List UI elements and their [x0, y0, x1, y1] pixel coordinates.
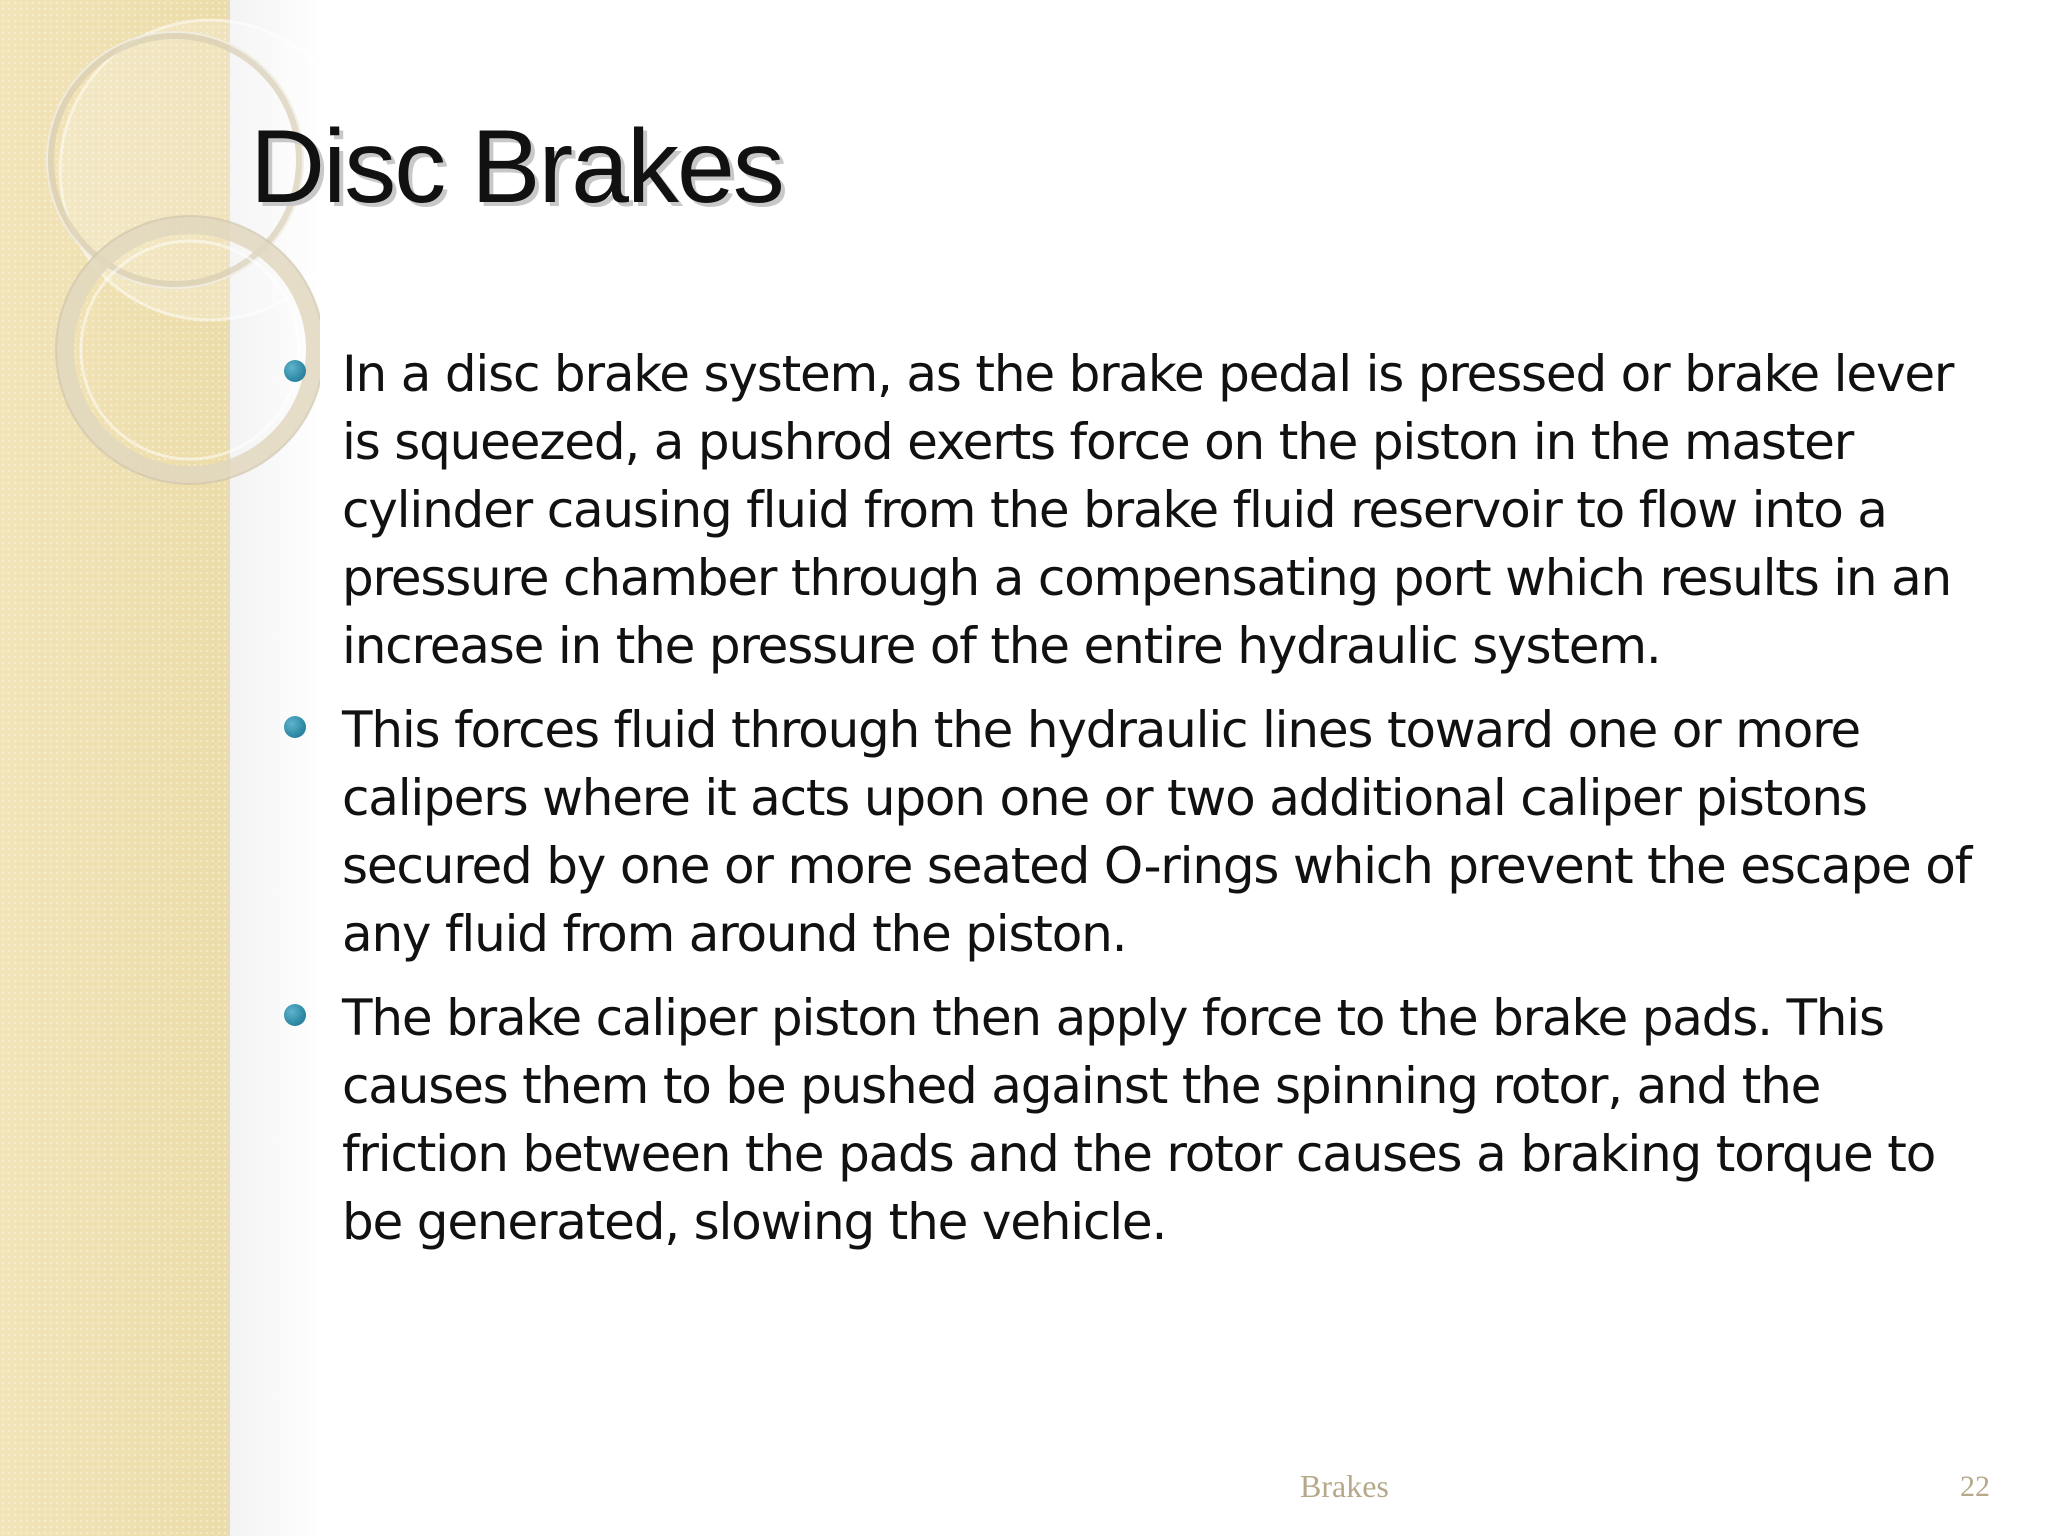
bullet-dot-icon — [284, 716, 306, 738]
decorative-rings — [0, 0, 320, 520]
page-number: 22 — [1960, 1470, 1990, 1503]
bullet-item — [280, 340, 1980, 680]
bullet-item — [280, 984, 1980, 1256]
slide-title: Disc Brakes — [250, 109, 783, 225]
bullet-item — [280, 696, 1980, 968]
bullet-dot-icon — [284, 1004, 306, 1026]
bullet-text: In a disc brake system, as the brake pedal is pressed or brake lever is squeezed, a pushrod exerts force on the piston in the master cylinder causing fluid from the brake fluid reservoir to flow into a pressure chamber through a compensating port which results in an increase in the pressure of the entire hydraulic system. — [342, 345, 1954, 675]
bullet-dot-icon — [284, 360, 306, 382]
bullet-list — [280, 340, 1980, 1272]
footer-label: Brakes — [1300, 1468, 1389, 1504]
bullet-text: The brake caliper piston then apply force to the brake pads. This causes them to be pushed against the spinning rotor, and the friction between the pads and the rotor causes a braking torque to be generated, slowing the vehicle. — [342, 989, 1936, 1251]
bullet-text: This forces fluid through the hydraulic lines toward one or more calipers where it acts upon one or two additional caliper pistons secured by one or more seated O-rings which prevent the escape of any fluid from around the piston. — [342, 701, 1972, 963]
